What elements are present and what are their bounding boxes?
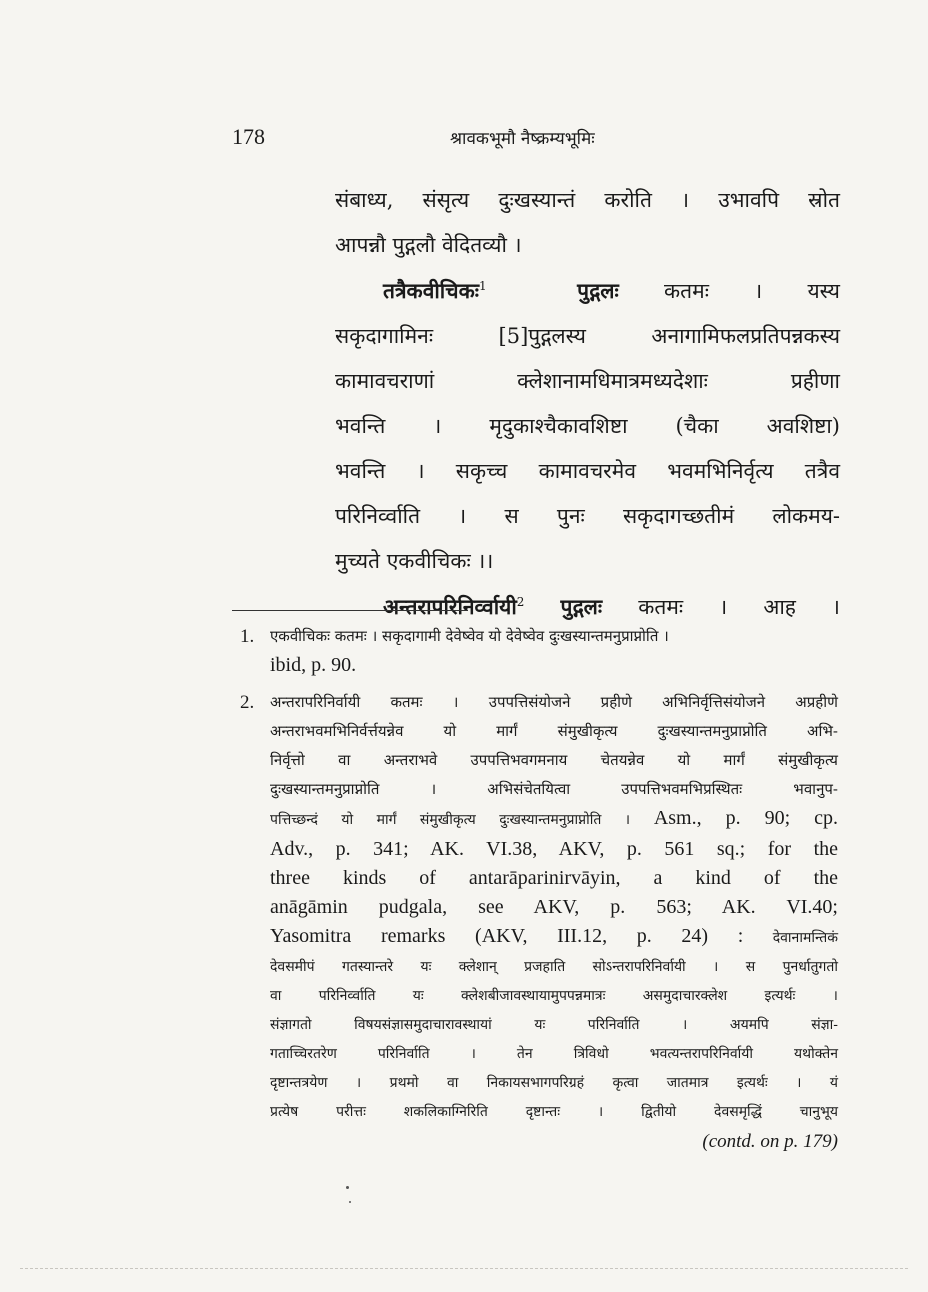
main-text: [335, 178, 840, 630]
text-segment: कतमः । यस्य: [664, 279, 840, 303]
footnote-line: प्रत्येष परीत्तः शकलिकाग्निरिति दृष्टान्तः । द्वितीयो देवसमृद्धिं चानुभूय: [270, 1104, 838, 1120]
paragraph-heading-line: [335, 268, 840, 314]
footnote-line: निर्वृत्तो वा अन्तराभवे उपपत्तिभवगमनाय चेतयन्नेव यो मार्गं संमुखीकृत्य: [270, 751, 838, 769]
footnote-line: एकवीचिकः कतमः । सकृदागामी देवेष्वेव यो देवेष्वेव दुःखस्यान्तमनुप्राप्नोति ।: [270, 627, 669, 645]
text-line: संबाध्य, संसृत्य दुःखस्यान्तं करोति । उभावपि स्रोत: [335, 188, 840, 212]
footnote-divider: [232, 610, 468, 611]
text-line: सकृदागामिनः [5]पुद्गलस्य अनागामिफलप्रतिपन्नकस्य: [335, 324, 840, 348]
footnote-line: anāgāmin pudgala, see AKV, p. 563; AK. VI.40;: [270, 896, 838, 918]
term-pudgala: पुद्गलः: [560, 594, 603, 619]
footnote-line: Adv., p. 341; AK. VI.38, AKV, p. 561 sq.; for the: [270, 838, 838, 860]
text-line: भवन्ति । मृदुकाश्चैकावशिष्टा (चैका अवशिष्टा): [335, 414, 840, 438]
text-segment: कतमः । आह ।: [638, 595, 840, 619]
footnote-ref-1: 1: [478, 279, 487, 293]
footnote-ref-2: 2: [516, 595, 525, 609]
page-number: 178: [232, 124, 265, 149]
scan-speck: [346, 1186, 349, 1189]
footnote-1: [232, 622, 838, 680]
term-antaraparinirvayi: अन्तरापरिनिर्व्वायी: [383, 594, 517, 619]
scan-speck: [349, 1201, 351, 1203]
footnote-line: वा परिनिर्व्वाति यः क्लेशबीजावस्थायामुपपन्नमात्रः असमुदाचारक्लेश इत्यर्थः ।: [270, 988, 838, 1004]
citation: Yasomitra remarks (AKV, III.12, p. 24) :: [270, 925, 744, 947]
citation: Asm., p. 90; cp.: [653, 807, 838, 829]
footnote-number: 1.: [240, 626, 255, 647]
footnote-line: संज्ञागतो विषयसंज्ञासमुदाचारावस्थायां यः परिनिर्वाति । अयमपि संज्ञा-: [270, 1017, 838, 1033]
footnote-number: 2.: [240, 692, 255, 713]
footnote-line: three kinds of antarāparinirvāyin, a kind of the: [270, 867, 838, 889]
footnote-line: अन्तराभवमभिनिर्वर्त्तयन्नेव यो मार्गं संमुखीकृत्य दुःखस्यान्तमनुप्राप्नोति अभि-: [270, 722, 838, 740]
footnote-line: दृष्टान्तत्रयेण । प्रथमो वा निकायसभागपरिग्रहं कृत्वा जातमात्र इत्यर्थः । यं: [270, 1075, 838, 1091]
text-line: भवन्ति । सकृच्च कामावचरमेव भवमभिनिर्वृत्य तत्रैव: [335, 459, 840, 483]
term-pudgala: पुद्गलः: [577, 278, 619, 303]
footnote-line: [270, 922, 838, 953]
text-line: मुच्यते एकवीचिकः ।।: [335, 549, 494, 573]
text-line: आपन्नौ पुद्गलौ वेदितव्यौ ।: [335, 233, 522, 257]
footnotes: [232, 622, 838, 1164]
term-ekavicika: तत्रैकवीचिकः: [383, 278, 479, 303]
text-line: कामावचराणां क्लेशानामधिमात्रमध्यदेशाः प्रहीणा: [335, 369, 840, 393]
footnote-line: देवसमीपं गतस्यान्तरे यः क्लेशान् प्रजहाति सोऽन्तरापरिनिर्वायी । स पुनर्धातुगतो: [270, 959, 838, 975]
running-head: श्रावकभूमौ नैष्क्रम्यभूमिः: [450, 129, 595, 149]
footnote-2: [232, 688, 838, 1156]
text-segment: पत्तिच्छन्दं यो मार्गं संमुखीकृत्य दुःखस्यान्तमनुप्राप्नोति ।: [270, 812, 631, 828]
footnote-line: दुःखस्यान्तमनुप्राप्नोति । अभिसंचेतयित्वा उपपत्तिभवमभिप्रस्थितः भवानुप-: [270, 780, 838, 798]
footnote-line: अन्तरापरिनिर्वायी कतमः । उपपत्तिसंयोजने प्रहीणे अभिनिर्वृत्तिसंयोजने अप्रहीणे: [270, 693, 838, 711]
text-segment: देवानामन्तिकं: [772, 930, 838, 946]
continuation-note: (contd. on p. 179): [702, 1131, 838, 1152]
footnote-line: ibid, p. 90.: [270, 654, 357, 676]
scan-edge: [20, 1268, 908, 1269]
footnote-line: गताच्चिरतरेण परिनिर्वाति । तेन त्रिविधो भवत्यन्तरापरिनिर्वायी यथोक्तेन: [270, 1046, 838, 1062]
text-line: परिनिर्व्वाति । स पुनः सकृदागच्छतीमं लोकमय-: [335, 504, 840, 528]
footnote-line: [270, 804, 838, 835]
